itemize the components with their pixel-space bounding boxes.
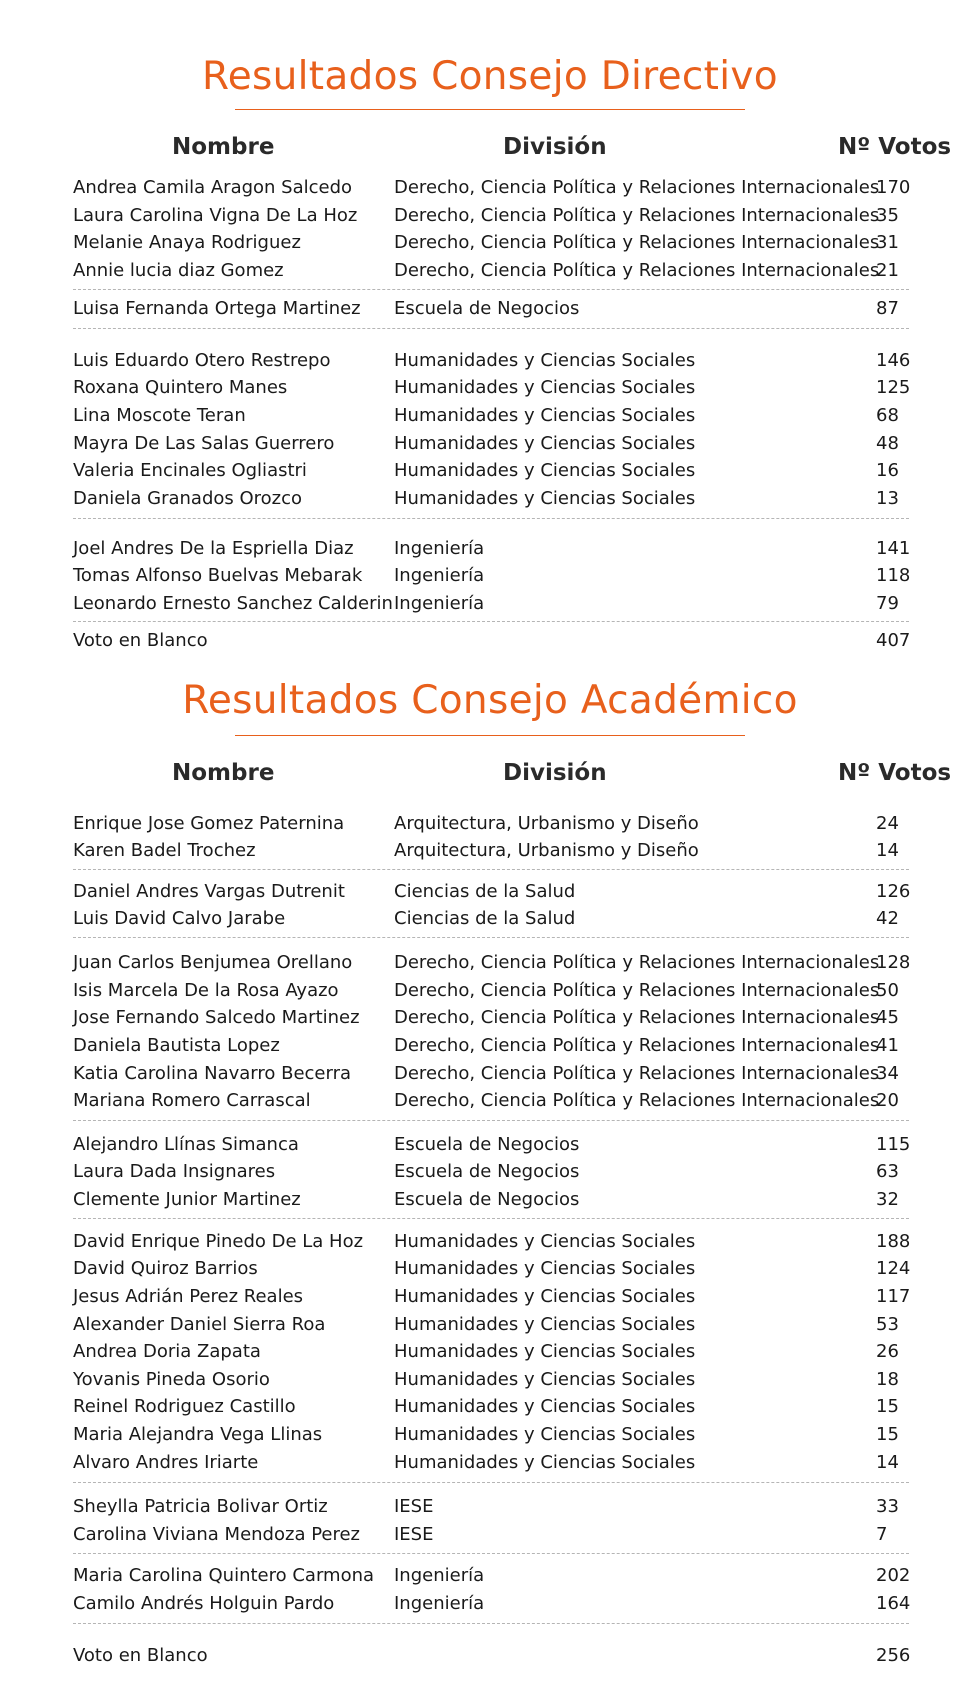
candidate-votes: 15 — [876, 1424, 899, 1445]
candidate-votes: 164 — [876, 1593, 911, 1614]
candidate-votes: 32 — [876, 1189, 899, 1210]
group-divider — [73, 1120, 909, 1121]
candidate-division: Humanidades y Ciencias Sociales — [394, 460, 696, 481]
candidate-votes: 26 — [876, 1341, 899, 1362]
candidate-votes: 87 — [876, 298, 899, 319]
candidate-votes: 35 — [876, 205, 899, 226]
group-divider — [73, 1482, 909, 1483]
candidate-name: Voto en Blanco — [73, 1645, 208, 1666]
table-row — [0, 564, 980, 588]
candidate-name: Jesus Adrián Perez Reales — [73, 1286, 304, 1307]
table-row — [0, 231, 980, 255]
candidate-division: Ingeniería — [394, 1593, 485, 1614]
table-row — [0, 812, 980, 836]
candidate-votes: 256 — [876, 1645, 911, 1666]
candidate-votes: 31 — [876, 232, 899, 253]
candidate-votes: 42 — [876, 908, 899, 929]
table-row — [0, 1495, 980, 1519]
candidate-votes: 407 — [876, 630, 911, 651]
table-row — [0, 1451, 980, 1475]
group-divider — [73, 1623, 909, 1624]
candidate-name: Clemente Junior Martinez — [73, 1189, 301, 1210]
table-row — [0, 1423, 980, 1447]
candidate-division: Humanidades y Ciencias Sociales — [394, 1396, 696, 1417]
candidate-votes: 68 — [876, 405, 899, 426]
group-divider — [73, 621, 909, 622]
candidate-votes: 125 — [876, 377, 911, 398]
table-row — [0, 1395, 980, 1419]
candidate-votes: 124 — [876, 1258, 911, 1279]
table-row — [0, 1160, 980, 1184]
candidate-name: Carolina Viviana Mendoza Perez — [73, 1524, 361, 1545]
candidate-division: Humanidades y Ciencias Sociales — [394, 350, 696, 371]
candidate-name: Daniela Granados Orozco — [73, 488, 303, 509]
table-row — [0, 839, 980, 863]
table-row — [0, 297, 980, 321]
candidate-votes: 63 — [876, 1161, 899, 1182]
candidate-name: Yovanis Pineda Osorio — [73, 1369, 270, 1390]
candidate-votes: 14 — [876, 840, 899, 861]
candidate-name: David Quiroz Barrios — [73, 1258, 258, 1279]
candidate-votes: 118 — [876, 565, 911, 586]
group-divider — [73, 328, 909, 329]
table-row — [0, 487, 980, 511]
candidate-division: Arquitectura, Urbanismo y Diseño — [394, 813, 699, 834]
table-row — [0, 176, 980, 200]
candidate-division: Humanidades y Ciencias Sociales — [394, 433, 696, 454]
group-divider — [73, 1218, 909, 1219]
candidate-votes: 48 — [876, 433, 899, 454]
directivo-title: Resultados Consejo Directivo — [202, 54, 778, 99]
candidate-votes: 45 — [876, 1007, 899, 1028]
candidate-votes: 33 — [876, 1496, 899, 1517]
candidate-division: Humanidades y Ciencias Sociales — [394, 488, 696, 509]
candidate-votes: 41 — [876, 1035, 899, 1056]
table-row — [0, 1644, 980, 1668]
table-row — [0, 537, 980, 561]
candidate-name: Daniela Bautista Lopez — [73, 1035, 280, 1056]
table-row — [0, 1340, 980, 1364]
candidate-division: Humanidades y Ciencias Sociales — [394, 1231, 696, 1252]
candidate-division: Escuela de Negocios — [394, 1134, 580, 1155]
candidate-name: Camilo Andrés Holguin Pardo — [73, 1593, 335, 1614]
candidate-votes: 188 — [876, 1231, 911, 1252]
candidate-name: Mayra De Las Salas Guerrero — [73, 433, 335, 454]
candidate-division: Humanidades y Ciencias Sociales — [394, 1314, 696, 1335]
candidate-name: Tomas Alfonso Buelvas Mebarak — [73, 565, 363, 586]
academico-header-name: Nombre — [172, 760, 275, 786]
candidate-division: Escuela de Negocios — [394, 298, 580, 319]
candidate-votes: 170 — [876, 177, 911, 198]
candidate-votes: 79 — [876, 593, 899, 614]
candidate-division: Derecho, Ciencia Política y Relaciones Internacionales — [394, 1035, 880, 1056]
candidate-name: Daniel Andres Vargas Dutrenit — [73, 881, 345, 902]
candidate-votes: 14 — [876, 1452, 899, 1473]
candidate-votes: 146 — [876, 350, 911, 371]
candidate-name: Andrea Camila Aragon Salcedo — [73, 177, 353, 198]
candidate-name: Sheylla Patricia Bolivar Ortiz — [73, 1496, 328, 1517]
candidate-name: Maria Carolina Quintero Carmona — [73, 1565, 375, 1586]
candidate-division: Ingeniería — [394, 593, 485, 614]
table-row — [0, 459, 980, 483]
table-row — [0, 951, 980, 975]
candidate-name: Luisa Fernanda Ortega Martinez — [73, 298, 361, 319]
group-divider — [73, 289, 909, 290]
table-row — [0, 404, 980, 428]
candidate-name: Voto en Blanco — [73, 630, 208, 651]
table-row — [0, 1523, 980, 1547]
table-row — [0, 1592, 980, 1616]
table-row — [0, 376, 980, 400]
candidate-votes: 34 — [876, 1063, 899, 1084]
table-row — [0, 1062, 980, 1086]
table-row — [0, 1368, 980, 1392]
candidate-name: Luis David Calvo Jarabe — [73, 908, 286, 929]
candidate-votes: 18 — [876, 1369, 899, 1390]
group-divider — [73, 518, 909, 519]
candidate-name: Alvaro Andres Iriarte — [73, 1452, 259, 1473]
candidate-division: Humanidades y Ciencias Sociales — [394, 377, 696, 398]
table-row — [0, 432, 980, 456]
candidate-votes: 53 — [876, 1314, 899, 1335]
table-row — [0, 349, 980, 373]
candidate-name: Enrique Jose Gomez Paternina — [73, 813, 345, 834]
table-row — [0, 1006, 980, 1030]
candidate-votes: 115 — [876, 1134, 911, 1155]
candidate-name: Roxana Quintero Manes — [73, 377, 288, 398]
directivo-title-rule — [235, 109, 745, 110]
table-row — [0, 1313, 980, 1337]
candidate-name: Reinel Rodriguez Castillo — [73, 1396, 296, 1417]
candidate-name: Alejandro Llínas Simanca — [73, 1134, 299, 1155]
candidate-name: Laura Carolina Vigna De La Hoz — [73, 205, 358, 226]
table-row — [0, 1285, 980, 1309]
candidate-name: Karen Badel Trochez — [73, 840, 256, 861]
candidate-name: Mariana Romero Carrascal — [73, 1090, 311, 1111]
candidate-division: Ciencias de la Salud — [394, 908, 576, 929]
candidate-name: Laura Dada Insignares — [73, 1161, 276, 1182]
candidate-division: Derecho, Ciencia Política y Relaciones Internacionales — [394, 205, 880, 226]
directivo-header-name: Nombre — [172, 134, 275, 160]
candidate-name: Alexander Daniel Sierra Roa — [73, 1314, 326, 1335]
candidate-name: Juan Carlos Benjumea Orellano — [73, 952, 353, 973]
candidate-division: Derecho, Ciencia Política y Relaciones Internacionales — [394, 1007, 880, 1028]
table-row — [0, 880, 980, 904]
candidate-name: Maria Alejandra Vega Llinas — [73, 1424, 323, 1445]
candidate-name: Isis Marcela De la Rosa Ayazo — [73, 980, 339, 1001]
candidate-division: Derecho, Ciencia Política y Relaciones Internacionales — [394, 980, 880, 1001]
candidate-division: Ingeniería — [394, 1565, 485, 1586]
candidate-name: Luis Eduardo Otero Restrepo — [73, 350, 331, 371]
candidate-name: Valeria Encinales Ogliastri — [73, 460, 307, 481]
academico-header-votes: Nº Votos — [838, 760, 952, 786]
candidate-votes: 15 — [876, 1396, 899, 1417]
candidate-name: Katia Carolina Navarro Becerra — [73, 1063, 352, 1084]
candidate-division: Humanidades y Ciencias Sociales — [394, 1424, 696, 1445]
group-divider — [73, 869, 909, 870]
candidate-division: IESE — [394, 1496, 434, 1517]
candidate-division: Ingeniería — [394, 565, 485, 586]
candidate-name: David Enrique Pinedo De La Hoz — [73, 1231, 364, 1252]
table-row — [0, 629, 980, 653]
candidate-division: Derecho, Ciencia Política y Relaciones Internacionales — [394, 260, 880, 281]
candidate-division: Escuela de Negocios — [394, 1189, 580, 1210]
group-divider — [73, 937, 909, 938]
group-divider — [73, 1553, 909, 1554]
directivo-header-votes: Nº Votos — [838, 134, 952, 160]
candidate-division: Humanidades y Ciencias Sociales — [394, 1452, 696, 1473]
table-row — [0, 1188, 980, 1212]
candidate-division: Arquitectura, Urbanismo y Diseño — [394, 840, 699, 861]
candidate-division: Humanidades y Ciencias Sociales — [394, 1286, 696, 1307]
candidate-votes: 117 — [876, 1286, 911, 1307]
candidate-division: Humanidades y Ciencias Sociales — [394, 1258, 696, 1279]
candidate-votes: 50 — [876, 980, 899, 1001]
table-row — [0, 204, 980, 228]
candidate-division: Humanidades y Ciencias Sociales — [394, 405, 696, 426]
candidate-votes: 202 — [876, 1565, 911, 1586]
candidate-votes: 16 — [876, 460, 899, 481]
table-row — [0, 1133, 980, 1157]
table-row — [0, 1257, 980, 1281]
candidate-division: Escuela de Negocios — [394, 1161, 580, 1182]
table-row — [0, 907, 980, 931]
candidate-name: Andrea Doria Zapata — [73, 1341, 261, 1362]
candidate-division: Derecho, Ciencia Política y Relaciones Internacionales — [394, 1063, 880, 1084]
candidate-name: Annie lucia diaz Gomez — [73, 260, 284, 281]
candidate-division: IESE — [394, 1524, 434, 1545]
candidate-division: Humanidades y Ciencias Sociales — [394, 1369, 696, 1390]
table-row — [0, 1230, 980, 1254]
table-row — [0, 592, 980, 616]
candidate-votes: 13 — [876, 488, 899, 509]
candidate-division: Ciencias de la Salud — [394, 881, 576, 902]
candidate-division: Humanidades y Ciencias Sociales — [394, 1341, 696, 1362]
candidate-division: Derecho, Ciencia Política y Relaciones Internacionales — [394, 952, 880, 973]
candidate-name: Jose Fernando Salcedo Martinez — [73, 1007, 360, 1028]
table-row — [0, 259, 980, 283]
candidate-division: Ingeniería — [394, 538, 485, 559]
directivo-header-division: División — [503, 134, 607, 160]
candidate-votes: 141 — [876, 538, 911, 559]
candidate-name: Lina Moscote Teran — [73, 405, 246, 426]
table-row — [0, 979, 980, 1003]
candidate-name: Joel Andres De la Espriella Diaz — [73, 538, 354, 559]
candidate-votes: 24 — [876, 813, 899, 834]
candidate-votes: 21 — [876, 260, 899, 281]
candidate-votes: 7 — [876, 1524, 888, 1545]
candidate-name: Melanie Anaya Rodriguez — [73, 232, 301, 253]
table-row — [0, 1089, 980, 1113]
candidate-division: Derecho, Ciencia Política y Relaciones Internacionales — [394, 177, 880, 198]
candidate-division: Derecho, Ciencia Política y Relaciones Internacionales — [394, 232, 880, 253]
candidate-division: Derecho, Ciencia Política y Relaciones Internacionales — [394, 1090, 880, 1111]
candidate-votes: 20 — [876, 1090, 899, 1111]
candidate-votes: 126 — [876, 881, 911, 902]
candidate-votes: 128 — [876, 952, 911, 973]
table-row — [0, 1034, 980, 1058]
candidate-name: Leonardo Ernesto Sanchez Calderin — [73, 593, 393, 614]
table-row — [0, 1564, 980, 1588]
academico-title-rule — [235, 735, 745, 736]
academico-header-division: División — [503, 760, 607, 786]
academico-title: Resultados Consejo Académico — [182, 678, 798, 723]
